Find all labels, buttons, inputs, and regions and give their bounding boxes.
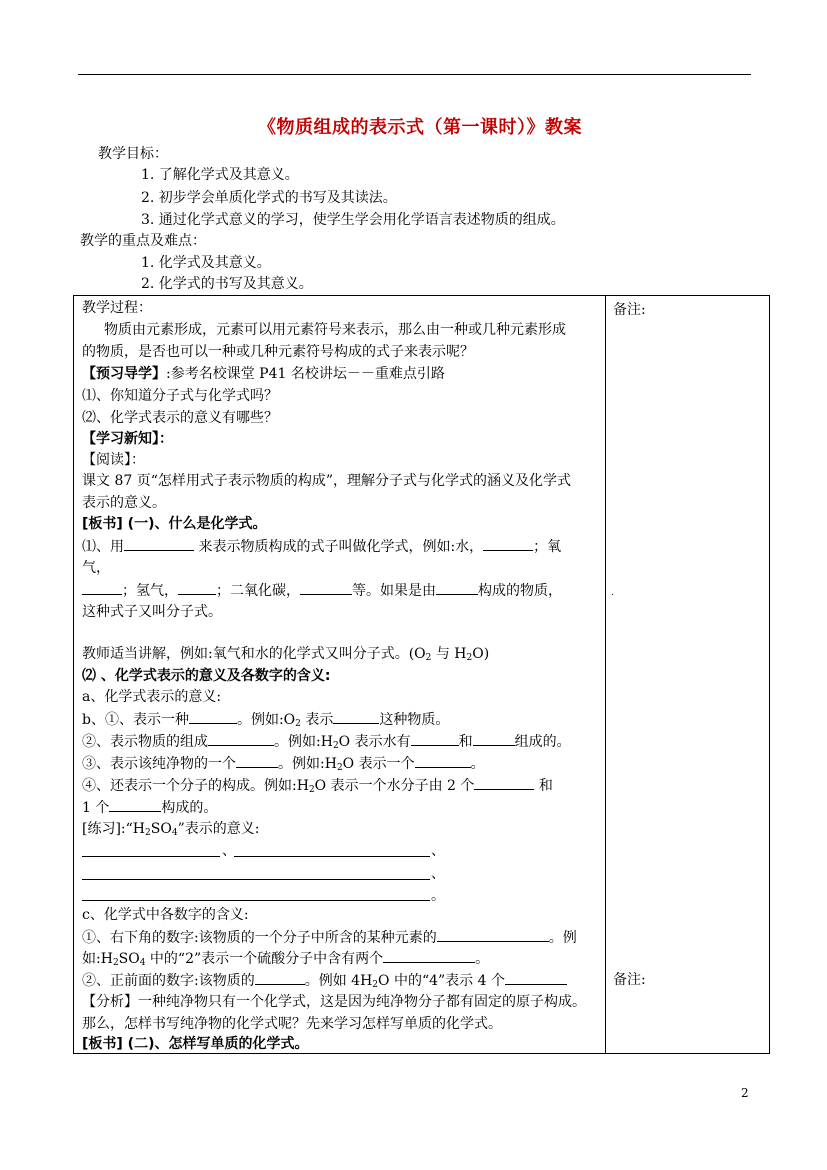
answer-line[interactable]	[234, 856, 430, 857]
goal-item: 3. 通过化学式意义的学习，使学生学会用化学语言表述物质的组成。	[141, 212, 565, 228]
teacher-note: 教师适当讲解，例如:氧气和水的化学式又叫分子式。($O_2$ 与 $H_2O$)	[82, 646, 490, 663]
blank[interactable]	[300, 580, 352, 595]
blank[interactable]	[109, 797, 161, 812]
analysis-line: 【分析】一种纯净物只有一个化学式，这是因为纯净物分子都有固定的原子构成。	[82, 994, 586, 1010]
meaning-heading: a、化学式表示的意义:	[82, 689, 222, 705]
blank[interactable]	[411, 731, 459, 746]
preview-tag: 【预习导学】	[82, 366, 166, 382]
meaning-item: 1 个 构成的。	[82, 797, 217, 818]
meaning-item: ④、还表示一个分子的构成。例如$:H_2O$ 表示一个水分子由 2 个 和	[82, 775, 553, 800]
question: ⑵、化学式表示的意义有哪些？	[82, 410, 278, 426]
analysis-line: 那么，怎样书写纯净物的化学式呢？先来学习怎样写单质的化学式。	[82, 1016, 502, 1032]
blank[interactable]	[436, 580, 478, 595]
answer-line[interactable]	[82, 900, 430, 901]
blank[interactable]	[236, 753, 278, 768]
blank[interactable]	[255, 970, 305, 985]
board-heading-2: [板书] (二)、怎样写单质的化学式。	[82, 1036, 309, 1052]
board-heading-1: [板书] (一)、什么是化学式。	[82, 516, 267, 532]
question: ⑴、你知道分子式与化学式吗？	[82, 388, 278, 404]
keypoint-item: 2. 化学式的书写及其意义。	[141, 276, 313, 292]
blank[interactable]	[415, 753, 471, 768]
blank[interactable]	[82, 580, 122, 595]
column-divider	[605, 296, 606, 1053]
goals-heading: 教学目标：	[98, 146, 168, 162]
page-number: 2	[741, 1086, 749, 1100]
blank[interactable]	[189, 709, 237, 724]
intro-text: 物质由元素形成，元素可以用元素符号来表示，那么由一种或几种元素形成	[104, 322, 566, 338]
answer-line[interactable]	[82, 856, 220, 857]
definition-line: ；氢气， ；二氧化碳， 等。如果是由 构成的物质，	[82, 580, 562, 601]
meaning-item: ②、表示物质的组成 。例如$:H_2O$ 表示水有 和 组成的。	[82, 731, 571, 756]
keypoints-heading: 教学的重点及难点：	[80, 233, 206, 249]
preview-line	[82, 364, 445, 384]
goal-item: 1. 了解化学式及其意义。	[141, 167, 299, 183]
meaning-item: ③、表示该纯净物的一个 。例如$:H_2O$ 表示一个 。	[82, 753, 485, 778]
separator: 、	[431, 866, 445, 882]
meaning-item: b、①、表示一种 。例如$:O_2$ 表示 这种物质。	[82, 709, 449, 734]
reading-text: 表示的意义。	[82, 495, 166, 511]
reading-heading: 【阅读】：	[82, 452, 145, 468]
goal-item: 2. 初步学会单质化学式的书写及其读法。	[141, 190, 397, 206]
digits-item: ①、右下角的数字:该物质的一个分子中所含的某种元素的 。例	[82, 927, 577, 948]
blank[interactable]	[483, 536, 533, 551]
section-2-heading: ⑵ 、化学式表示的意义及各数字的含义:	[82, 668, 331, 684]
process-label: 教学过程：	[82, 300, 152, 316]
exercise-line: [练习]$:“H_2SO_4$”表示的意义:	[82, 821, 260, 838]
definition-line: ⑴、用 来表示物质构成的式子叫做化学式，例如:水， ；氧	[82, 536, 561, 557]
digits-heading: c、化学式中各数字的含义:	[82, 907, 249, 923]
blank[interactable]	[383, 948, 475, 963]
notes-label: 备注:	[613, 972, 646, 988]
reading-text: 课文 87 页“怎样用式子表示物质的构成”，理解分子式与化学式的涵义及化学式	[82, 473, 572, 489]
blank[interactable]	[178, 580, 216, 595]
separator: 、	[431, 843, 445, 859]
digits-item: ②、正前面的数字:该物质的 。例如 $4H_2O$ 中的“4”表示 4 个	[82, 970, 567, 995]
blank[interactable]	[473, 731, 515, 746]
definition-line: 气，	[82, 560, 110, 576]
page-title: 《物质组成的表示式（第一课时）》教案	[258, 117, 582, 138]
keypoint-item: 1. 化学式及其意义。	[141, 255, 271, 271]
header-rule	[78, 74, 751, 75]
lesson-table	[73, 295, 770, 1054]
blank[interactable]	[124, 536, 194, 551]
preview-text: :参考名校课堂 P41 名校讲坛－－重难点引路	[166, 366, 445, 382]
separator: 。	[431, 888, 445, 904]
blank[interactable]	[474, 775, 534, 790]
new-knowledge-heading: 【学习新知】：	[82, 431, 173, 447]
answer-line[interactable]	[82, 879, 430, 880]
blank[interactable]	[437, 927, 549, 942]
stray-dot: .	[611, 588, 614, 598]
blank[interactable]	[333, 709, 379, 724]
intro-text: 的物质，是否也可以一种或几种元素符号构成的式子来表示呢？	[82, 344, 474, 360]
definition-line: 这种式子又叫分子式。	[82, 604, 222, 620]
blank[interactable]	[208, 731, 274, 746]
notes-label: 备注:	[613, 302, 646, 318]
separator: 、	[222, 843, 236, 859]
digits-item: 如$:H_2SO_4$ 中的“2”表示一个硫酸分子中含有两个 。	[82, 948, 489, 973]
blank[interactable]	[505, 970, 567, 985]
